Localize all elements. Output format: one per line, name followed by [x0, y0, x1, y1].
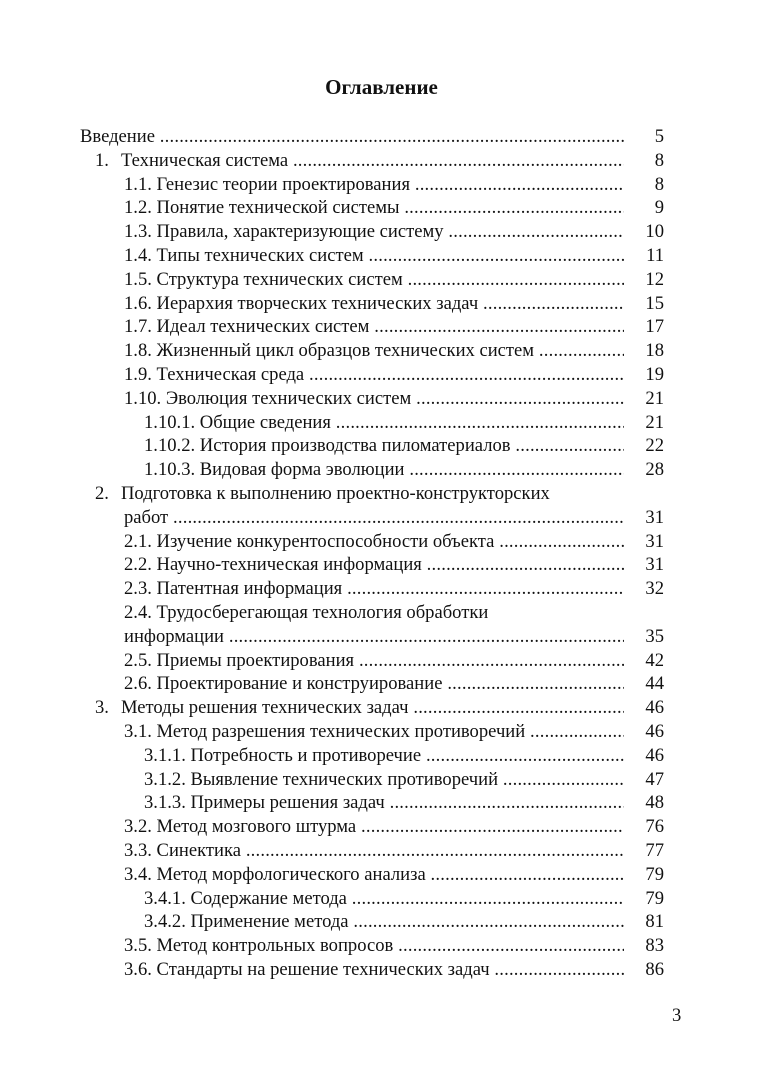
- toc-row: [0, 791, 763, 815]
- toc-entry-page: 77: [645, 839, 664, 861]
- toc-entry-title: 3.1.1. Потребность и противоречие .....: [144, 744, 624, 768]
- toc-entry-title: 3.3. Синектика .....: [124, 839, 624, 863]
- toc-entry-title: 3.2. Метод мозгового штурма .....: [124, 815, 624, 839]
- toc-row: [0, 696, 763, 720]
- toc-row: [0, 315, 763, 339]
- toc-row: [0, 887, 763, 911]
- toc-entry-title: 2.3. Патентная информация .....: [124, 577, 624, 601]
- toc-entry-title: 2.4. Трудосберегающая технология обработки: [124, 601, 489, 623]
- toc-entry-title: 2. Подготовка к выполнению проектно-конструкторских: [95, 482, 550, 504]
- toc-entry-page: 10: [645, 221, 664, 243]
- toc-entry-title: 1.10.2. История производства пиломатериалов .....: [144, 434, 624, 458]
- toc-row: [0, 196, 763, 220]
- toc-entry-page: 35: [645, 625, 664, 647]
- toc-row: [0, 292, 763, 316]
- toc-entry-page: 44: [645, 673, 664, 695]
- toc-row: [0, 744, 763, 768]
- toc-entry-title: 1.9. Техническая среда .....: [124, 363, 624, 387]
- toc-entry-page: 21: [645, 411, 664, 433]
- toc-row: [0, 672, 763, 696]
- toc-entry-page: 79: [645, 887, 664, 909]
- toc-entry-title: 1.3. Правила, характеризующие систему .....: [124, 220, 624, 244]
- toc-entry-page: 32: [645, 578, 664, 600]
- toc-row: [0, 910, 763, 934]
- toc-entry-title: 3.1.3. Примеры решения задач .....: [144, 791, 624, 815]
- toc-entry-page: 21: [645, 387, 664, 409]
- toc-entry-page: 42: [645, 649, 664, 671]
- toc-entry-title: 2.5. Приемы проектирования .....: [124, 649, 624, 673]
- toc-entry-page: 15: [645, 292, 664, 314]
- toc-row: [0, 244, 763, 268]
- toc-row: [0, 577, 763, 601]
- toc-entry-title: 3.1.2. Выявление технических противоречий .....: [144, 768, 624, 792]
- toc-row: [0, 149, 763, 173]
- page-number: 3: [672, 1005, 682, 1026]
- toc-entry-page: 46: [645, 697, 664, 719]
- toc-row: [0, 387, 763, 411]
- toc-entry-title: 3. Методы решения технических задач .....: [95, 696, 624, 720]
- toc-entry-title: 1.8. Жизненный цикл образцов технических систем .....: [124, 339, 624, 363]
- toc-row: [0, 839, 763, 863]
- toc-entry-title: 1.10.3. Видовая форма эволюции .....: [144, 458, 624, 482]
- toc-entry-title: 3.5. Метод контрольных вопросов .....: [124, 934, 624, 958]
- toc-row: [0, 815, 763, 839]
- toc-entry-page: 31: [645, 506, 664, 528]
- toc-entry-page: 9: [654, 197, 664, 219]
- page-title: Оглавление: [325, 75, 438, 99]
- toc-entry-title: Введение .....: [80, 125, 624, 149]
- toc-entry-page: 86: [645, 958, 664, 980]
- toc-chapter-number: 1.: [95, 149, 109, 171]
- toc-entry-page: 19: [645, 363, 664, 385]
- toc-entry-page: 46: [645, 744, 664, 766]
- toc-chapter-number: 3.: [95, 697, 109, 719]
- toc-entry-title: работ .....: [124, 506, 624, 530]
- toc-row: [0, 220, 763, 244]
- toc-entry-page: 8: [654, 149, 664, 171]
- toc-row: [0, 268, 763, 292]
- toc-entry-page: 31: [645, 554, 664, 576]
- toc-row: [0, 411, 763, 435]
- toc-row: [0, 720, 763, 744]
- toc-entry-title: 1.5. Структура технических систем .....: [124, 268, 624, 292]
- toc-entry-title: 1.6. Иерархия творческих технических задач .....: [124, 292, 624, 316]
- toc-entry-title: 3.1. Метод разрешения технических противоречий .....: [124, 720, 624, 744]
- toc-row: [0, 553, 763, 577]
- toc-entry-title: 1.4. Типы технических систем .....: [124, 244, 624, 268]
- toc-row: [0, 958, 763, 982]
- toc-entry-title: информации .....: [124, 625, 624, 649]
- toc-entry-title: 1. Техническая система .....: [95, 149, 624, 173]
- table-of-contents: [0, 125, 763, 982]
- toc-entry-page: 17: [645, 316, 664, 338]
- toc-entry-title: 3.4.1. Содержание метода .....: [144, 887, 624, 911]
- toc-entry-page: 5: [654, 126, 664, 147]
- toc-row: [0, 649, 763, 673]
- toc-entry-title: 3.4.2. Применение метода .....: [144, 910, 624, 934]
- toc-entry-title: 2.2. Научно-техническая информация .....: [124, 553, 624, 577]
- toc-entry-page: 79: [645, 863, 664, 885]
- toc-entry-page: 28: [645, 459, 664, 481]
- toc-row: [0, 863, 763, 887]
- toc-entry-title: 1.10. Эволюция технических систем .....: [124, 387, 624, 411]
- toc-entry-page: 12: [645, 268, 664, 290]
- toc-entry-page: 18: [645, 340, 664, 362]
- toc-row: [0, 339, 763, 363]
- toc-row: [0, 934, 763, 958]
- toc-chapter-number: 2.: [95, 482, 109, 504]
- toc-row: [0, 363, 763, 387]
- toc-row: [0, 125, 763, 149]
- toc-row: [0, 768, 763, 792]
- toc-entry-page: 83: [645, 935, 664, 957]
- toc-entry-page: 48: [645, 792, 664, 814]
- toc-entry-page: 11: [646, 244, 664, 266]
- toc-entry-page: 46: [645, 720, 664, 742]
- toc-entry-page: 47: [645, 768, 664, 790]
- toc-entry-title: 1.2. Понятие технической системы .....: [124, 196, 624, 220]
- toc-entry-title: 2.6. Проектирование и конструирование .....: [124, 672, 624, 696]
- toc-entry-page: 22: [645, 435, 664, 457]
- toc-row: [0, 458, 763, 482]
- toc-entry-title: 1.10.1. Общие сведения .....: [144, 411, 624, 435]
- toc-row: [0, 434, 763, 458]
- toc-entry-title: 3.6. Стандарты на решение технических задач .....: [124, 958, 624, 982]
- toc-entry-page: 31: [645, 530, 664, 552]
- toc-row: [0, 506, 763, 530]
- toc-row: [0, 173, 763, 197]
- toc-entry-page: 76: [645, 816, 664, 838]
- toc-entry-title: 1.7. Идеал технических систем .....: [124, 315, 624, 339]
- toc-entry-page: 81: [645, 911, 664, 933]
- toc-row: [0, 625, 763, 649]
- toc-entry-page: 8: [654, 173, 664, 195]
- toc-entry-title: 1.1. Генезис теории проектирования .....: [124, 173, 624, 197]
- toc-row: [0, 482, 763, 506]
- toc-entry-title: 3.4. Метод морфологического анализа .....: [124, 863, 624, 887]
- toc-row: [0, 601, 763, 625]
- toc-row: [0, 530, 763, 554]
- toc-entry-title: 2.1. Изучение конкурентоспособности объекта .....: [124, 530, 624, 554]
